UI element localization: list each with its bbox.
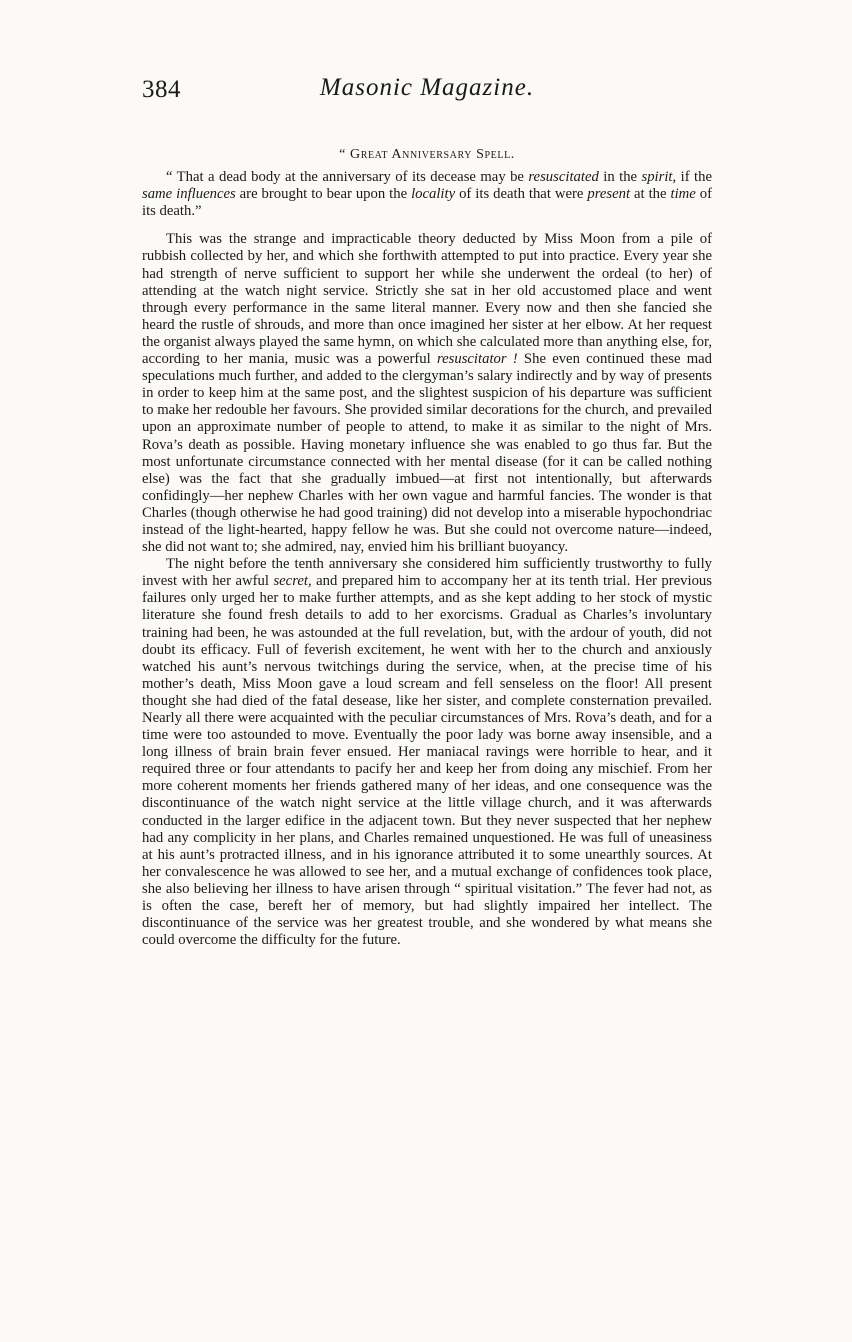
page-number: 384 [142,76,181,103]
paragraph-1 [142,231,712,556]
text-run: “ That a dead body at the anniversary of its decease may be [166,169,529,186]
italic-text: spirit, [641,169,677,186]
text-run: The night before the tenth anniversary she considered him sufficiently trustworthy to fully invest with her awful [142,556,712,590]
text-run: of its death.” [142,186,713,220]
text-run: in the [598,169,642,186]
text-run: if the [676,169,712,186]
paragraph-2 [142,556,712,949]
page-header [142,76,712,116]
italic-text: resuscitator ! [436,351,518,368]
text-run: are brought to bear upon the [235,186,412,203]
text-run: She even continued these mad speculations much further, and added to the clergyman’s salary indirectly and by way of presents in order to keep him at the same post, and the slightest suspicion of his departure was sufficient to make her redouble her favours. She provided similar decorations for the church, and prevailed upon an approximate number of people to attend, to make it as similar to the night of Mrs. Rova’s death as possible. Having monetary influence she was enabled to go thus far. But the most unfortunate circumstance connected with her mental disease (for it can be called nothing else) was the fact that she gradually imbued—at first not intentionally, but afterwards confidingly—her nephew Charles with her own vague and harmful fancies. The wonder is that Charles (though otherwise he had good training) did not develop into a miserable hypochondriac instead of the light-hearted, happy fellow he was. But she could not overcome nature—indeed, she did not want to; she admired, nay, envied him his brilliant buoyancy. [142,351,712,556]
italic-text: resuscitated [528,169,599,186]
text-run: and prepared him to accompany her at its tenth trial. Her previous failures only urged her to make further attempts, and as she kept adding to her stock of mystic literature she found fresh details to add to her exorcisms. Gradual as Charles’s involuntary training had been, he was astounded at the full revelation, but, with the ardour of youth, did not doubt its efficacy. Full of feverish excitement, he went with her to the church and anxiously watched his aunt’s nervous twitchings during the service, when, at the precise time of his mother’s death, Miss Moon gave a loud scream and fell senseless on the floor! All present thought she had died of the fatal desease, like her sister, and complete consternation prevailed. Nearly all there were acquainted with the peculiar circumstances of Mrs. Rova’s death, and for a time were too astounded to move. Eventually the poor lady was borne away insensible, and a long illness of brain brain fever ensued. Her maniacal ravings were horrible to hear, and it required three or four attendants to pacify her and keep her from doing any mischief. From her more coherent moments her friends gathered many of her ideas, and one consequence was the discontinuance of the watch night service at the little village church, and it was afterwards conducted in the larger edifice in the adjacent town. But they never suspected that her nephew had any complicity in her plans, and Charles remained unquestioned. He was full of uneasiness at his aunt’s protracted illness, and in his ignorance attributed it to some unearthly sources. At her convalescence he was allowed to see her, and a mutual exchange of confidences took place, she also believing her illness to have arisen through “ spiritual visitation.” The fever had not, as is often the case, bereft her of memory, but had slightly impaired her intellect. The discontinuance of the service was her greatest trouble, and she wondered by what means she could overcome the difficulty for the future. [142,573,712,949]
text-run: at the [630,186,671,203]
text-run: of its death that were [455,186,588,203]
italic-text: locality [411,186,456,203]
italic-text: secret, [273,573,312,590]
running-title: Masonic Magazine. [319,74,535,101]
italic-text: present [587,186,631,203]
epigraph [142,169,712,220]
text-run: This was the strange and impracticable theory deducted by Miss Moon from a pile of rubbish collected by her, and which she forthwith attempted to put into practice. Every year she had strength of nerve sufficient to support her while she underwent the ordeal (to her) of attending at the watch night service. Strictly she sat in her old accustomed place and went through every performance in the same literal manner. Every now and then she fancied she heard the rustle of shrouds, and more than once imagined her sister at her elbow. At her request the organist always played the same hymn, on which she calculated more than anything else, for, according to her mania, music was a powerful [142,231,712,368]
section-heading: “ Great Anniversary Spell. [339,147,515,162]
italic-text: time [670,186,696,203]
italic-text: same influences [142,186,236,203]
article-body [142,146,712,949]
